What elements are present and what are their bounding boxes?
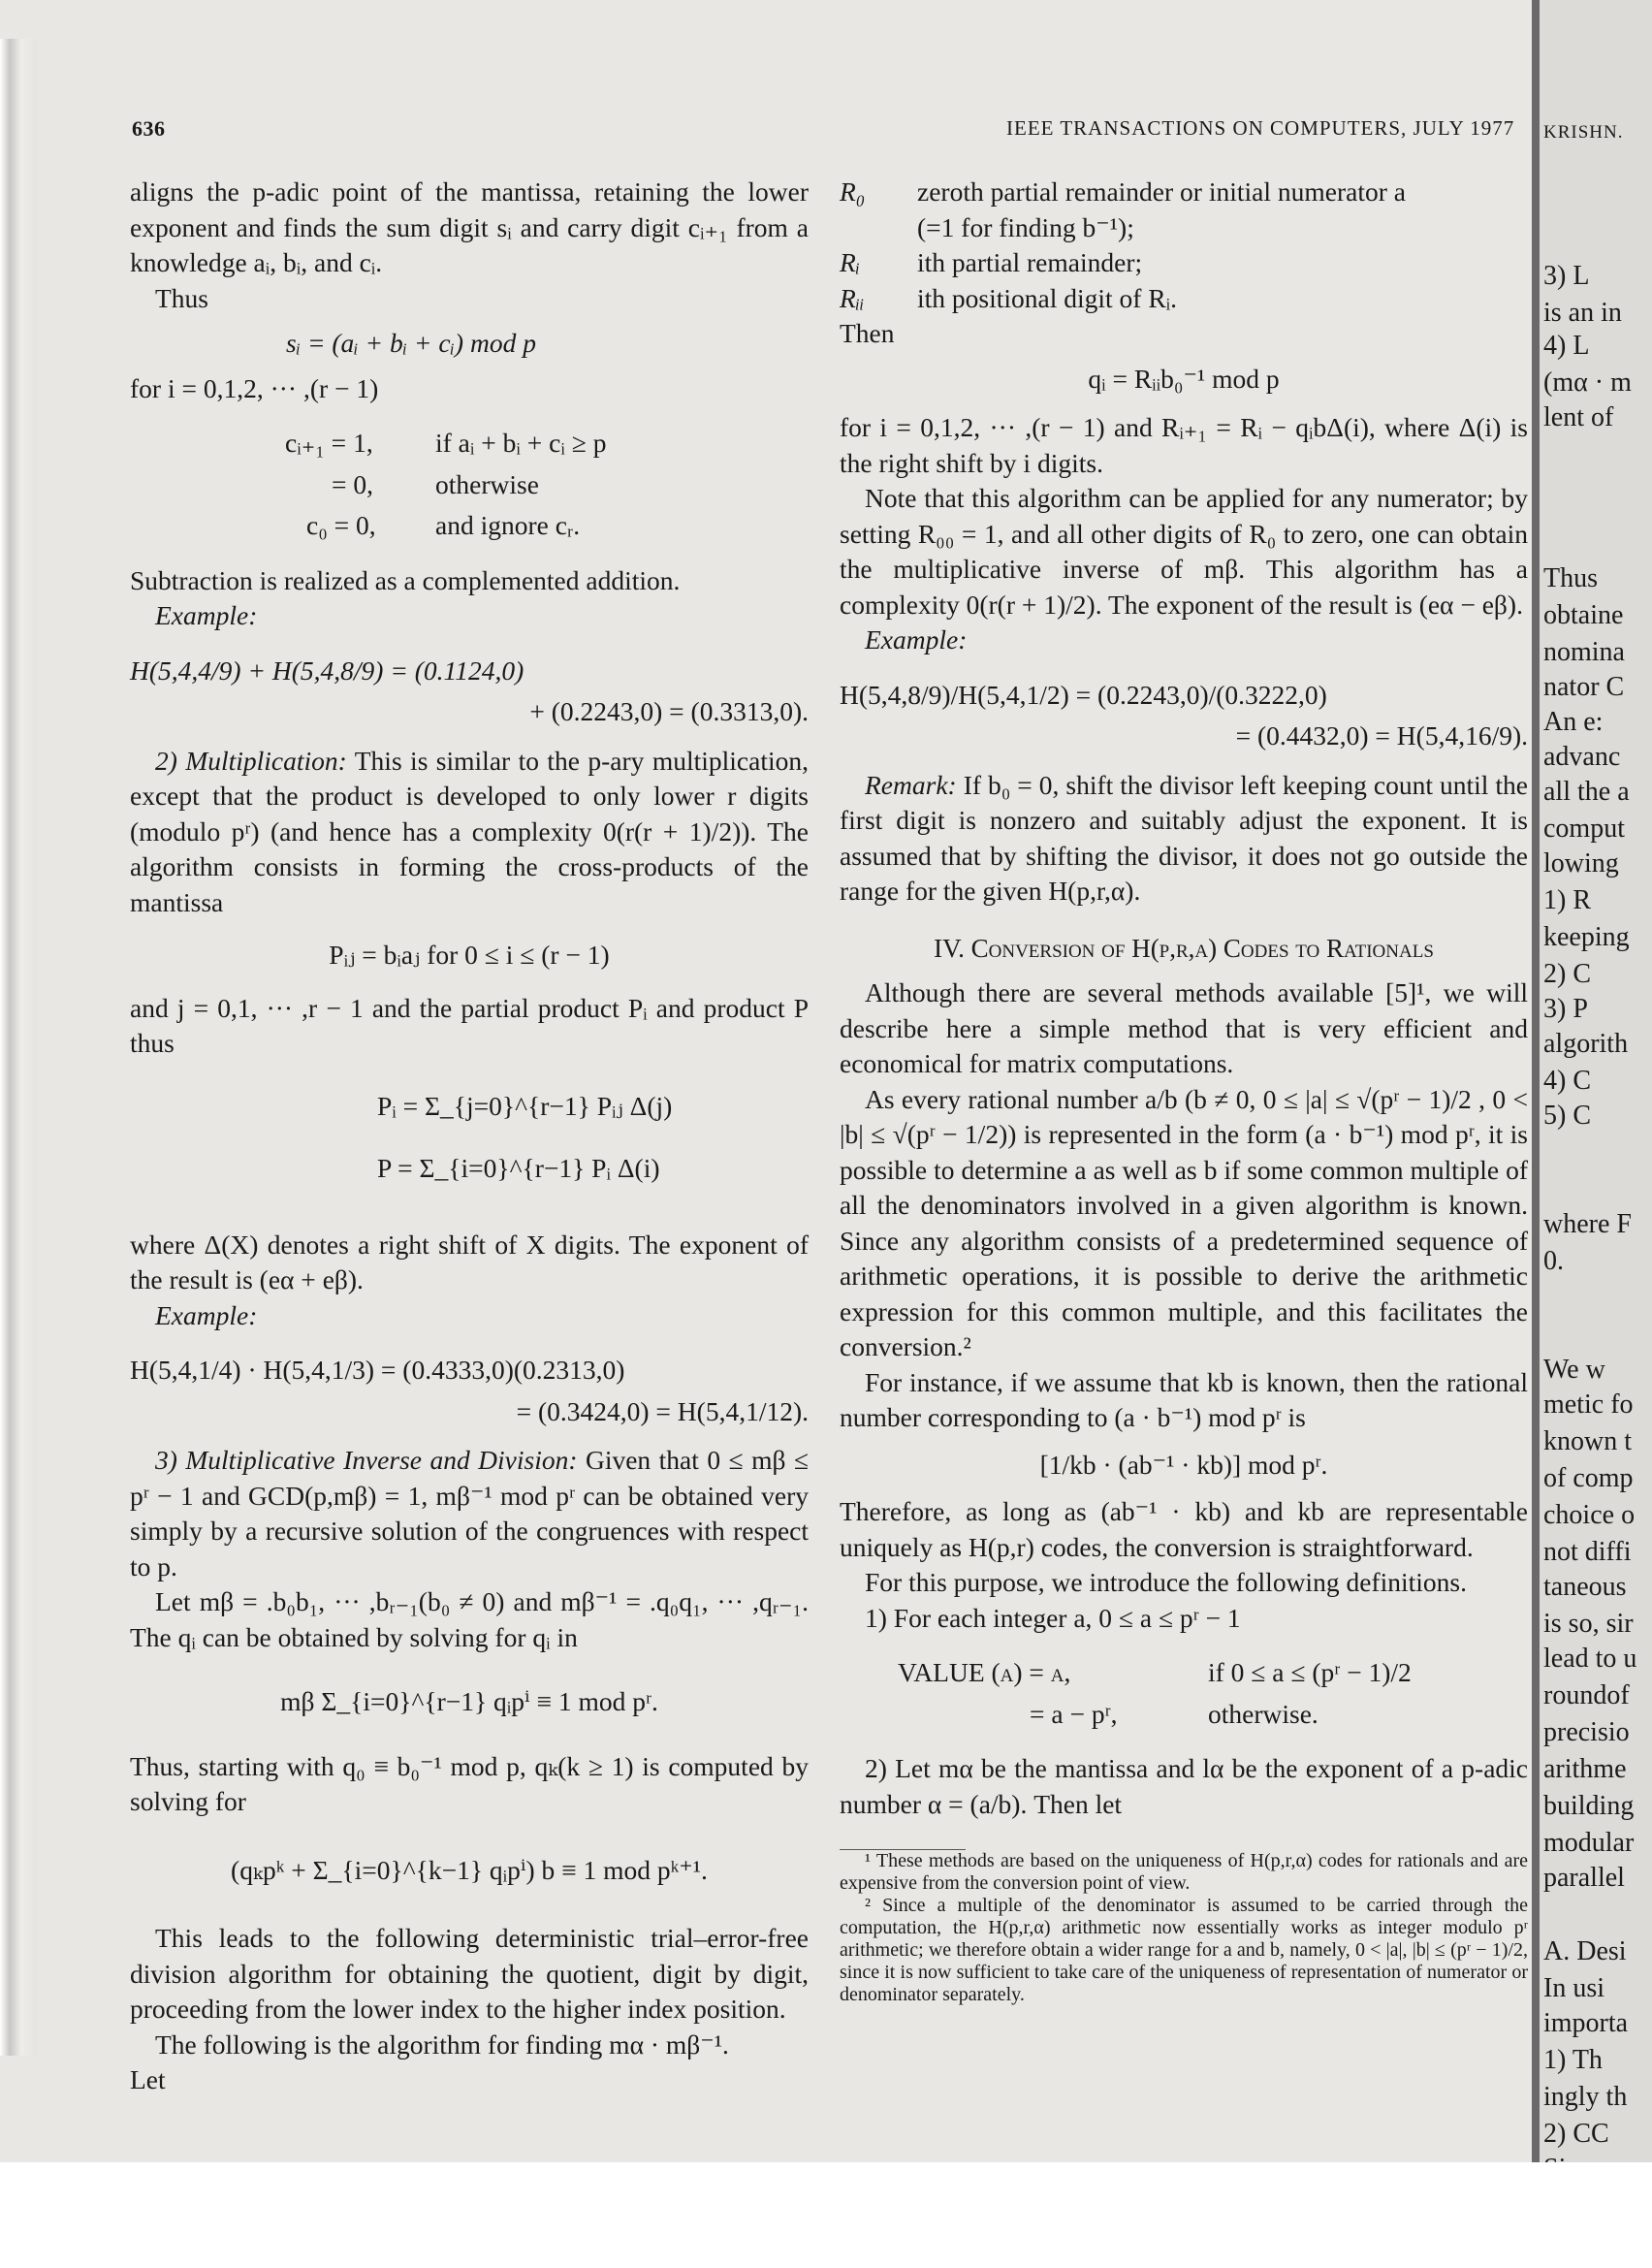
paragraph: Remark: If b₀ = 0, shift the divisor left keeping count until the first digit is nonzero and suitably adjust the exponent. It is assumed that by shifting the divisor, it does not go outside the range for the given H(p,r,α). <box>840 769 1529 906</box>
adjacent-page-fragment: keeping <box>1543 922 1630 952</box>
definition-row <box>840 175 1528 210</box>
paragraph: and j = 0,1, ··· ,r − 1 and the partial product Pᵢ and product P thus <box>130 992 809 1058</box>
footnote: ¹ These methods are based on the uniqueness of H(p,r,α) codes for rationals and are expensive from the conversion point of view. <box>840 1850 1528 1894</box>
example-equation: + (0.2243,0) = (0.3313,0). <box>529 696 809 726</box>
adjacent-page-fragment: Thus <box>1543 563 1598 593</box>
equation-rational: [1/kb · (ab⁻¹ · kb)] mod pʳ. <box>1039 1449 1328 1480</box>
paragraph: Therefore, as long as (ab⁻¹ · kb) and kb are representable uniquely as H(p,r) codes, the conversion is straightforward. <box>840 1496 1528 1562</box>
adjacent-page-fragment: importa <box>1543 2008 1629 2038</box>
paragraph: Let mβ = .b₀b₁, ··· ,bᵣ₋₁(b₀ ≠ 0) and mβ⁻¹ = .q₀q₁, ··· ,qᵣ₋₁. The qᵢ can be obtained by solving for qᵢ in <box>130 1586 809 1652</box>
adjacent-page-fragment: 2) CC <box>1543 2119 1609 2149</box>
definition-list <box>840 175 1528 316</box>
adjacent-page-fragment: known t <box>1543 1426 1632 1456</box>
adjacent-page-fragment: 3) L <box>1543 261 1590 291</box>
adjacent-page-fragment: 4) L <box>1543 331 1590 361</box>
adjacent-page-fragment: is an in <box>1543 298 1622 328</box>
equation-value: VALUE (a) = a, if 0 ≤ a ≤ (pʳ − 1)/2 <box>898 1657 1412 1687</box>
paragraph: The following is the algorithm for finding mα · mβ⁻¹. <box>155 2028 729 2060</box>
adjacent-page-fragment: advanc <box>1543 742 1621 772</box>
paragraph: Thus, starting with q₀ ≡ b₀⁻¹ mod p, qₖ(k ≥ 1) is computed by solving for <box>130 1750 809 1816</box>
equation-sum: sᵢ = (aᵢ + bᵢ + cᵢ) mod p <box>286 328 536 358</box>
definition-row <box>840 210 1528 246</box>
definition-text: zeroth partial remainder or initial numerator a <box>917 176 1406 207</box>
right-column <box>840 175 1528 2006</box>
equation-value: = a − pʳ, otherwise. <box>1030 1698 1318 1729</box>
adjacent-page-fragment: 0. <box>1543 1246 1564 1276</box>
example-equation: H(5,4,4/9) + H(5,4,8/9) = (0.1124,0) <box>130 655 524 686</box>
definition-symbol: Rᵢᵢ <box>840 282 865 313</box>
adjacent-page-fragment: 3) P <box>1543 994 1588 1024</box>
paragraph: 2) Let mα be the mantissa and lα be the exponent of a p-adic number α = (a/b). Then let <box>840 1753 1528 1819</box>
equation-congruence: mβ Σ_{i=0}^{r−1} qᵢpⁱ ≡ 1 mod pʳ. <box>280 1686 658 1716</box>
adjacent-page-fragment: choice o <box>1543 1500 1636 1530</box>
adjacent-page-fragment: nator C <box>1543 672 1625 702</box>
paragraph: Subtraction is realized as a complemented addition. <box>130 564 681 595</box>
definition-text: ith partial remainder; <box>917 247 1143 277</box>
paragraph: for i = 0,1,2, ··· ,(r − 1) and Rᵢ₊₁ = Rᵢ − qᵢbΔ(i), where Δ(i) is the right shift by i digits. <box>840 412 1528 478</box>
paragraph: Note that this algorithm can be applied for any numerator; by setting R₀₀ = 1, and all other digits of R₀ to zero, one can obtain the multiplicative inverse of mβ. This algorithm has a complexity 0(r(r + 1)/2). The exponent of the result is (eα − eβ). <box>840 483 1528 620</box>
adjacent-page-fragment: 2) C <box>1543 959 1591 989</box>
adjacent-page-fragment: KRISHN. <box>1543 122 1624 143</box>
blank-margin <box>0 2162 1644 2268</box>
definition-symbol: R₀ <box>840 176 866 207</box>
adjacent-page-fragment: parallel <box>1543 1863 1625 1893</box>
adjacent-page-fragment: A. Desi <box>1543 1936 1627 1966</box>
adjacent-page-fragment: 5) C <box>1543 1101 1591 1131</box>
adjacent-page-fragment: lowing <box>1543 848 1619 878</box>
adjacent-page-fragment: We w <box>1543 1355 1605 1385</box>
adjacent-page-fragment: where F <box>1543 1209 1632 1239</box>
section-heading: IV. Conversion of H(p,r,α) Codes to Rationals <box>934 933 1434 963</box>
adjacent-page-fragment: lent of <box>1543 402 1614 432</box>
definition-row <box>840 281 1528 317</box>
footnote: ² Since a multiple of the denominator is assumed to be carried through the computation, the H(p,r,α) arithmetic now essentially works as integer modulo pʳ arithmetic; we therefore obtain a wider range for a and b, namely, 0 < |a|, |b| ≤ (pʳ − 1)/2, since it is now sufficient to take care of the uniqueness of representation of numerator or denominator separately. <box>840 1895 1528 2005</box>
paragraph: This leads to the following deterministic trial–error-free division algorithm for obtaining the quotient, digit by digit, proceeding from the lower index to the higher index position. <box>130 1923 809 2024</box>
equation-pij: Pᵢⱼ = bᵢaⱼ for 0 ≤ i ≤ (r − 1) <box>329 940 610 970</box>
page-number: 636 <box>132 116 166 141</box>
adjacent-page-fragment: is so, sir <box>1543 1609 1634 1639</box>
adjacent-page-fragment: all the a <box>1543 777 1630 807</box>
paragraph: 2) Multiplication: This is similar to the p-ary multiplication, except that the product is developed to only lower r digits (modulo pʳ) (and hence has a complexity 0(r(r + 1)/2)). The algorithm consists in forming the cross-products of the mantissa <box>130 745 809 917</box>
paragraph: 3) Multiplicative Inverse and Division: Given that 0 ≤ mβ ≤ pʳ − 1 and GCD(p,mβ) = 1, mβ⁻¹ mod pʳ can be obtained very simply by a recursive solution of the congruences with respect to p. <box>130 1445 809 1581</box>
adjacent-page-fragment: (mα · m <box>1543 367 1632 398</box>
example-label: Example: <box>865 624 968 655</box>
definition-text: ith positional digit of Rᵢ. <box>917 282 1178 313</box>
adjacent-page-fragment: obtaine <box>1543 600 1624 630</box>
adjacent-page-fragment: In usi <box>1543 1973 1604 2003</box>
adjacent-page-text <box>1543 0 1644 2162</box>
adjacent-page-fragment: algorith <box>1543 1029 1629 1059</box>
adjacent-page-fragment: not diffi <box>1543 1537 1632 1567</box>
definition-symbol <box>840 210 898 246</box>
adjacent-page-fragment: 1) Th <box>1543 2045 1603 2075</box>
running-header: IEEE TRANSACTIONS ON COMPUTERS, JULY 1977 <box>1006 116 1515 140</box>
example-equation: H(5,4,8/9)/H(5,4,1/2) = (0.2243,0)/(0.3222,0) <box>840 679 1327 710</box>
adjacent-page-fragment: 4) C <box>1543 1066 1591 1096</box>
adjacent-page-fragment: modular <box>1543 1828 1635 1858</box>
definition-symbol: Rᵢ <box>840 247 861 277</box>
equation-p: P = Σ_{i=0}^{r−1} Pᵢ Δ(i) <box>377 1153 660 1183</box>
paragraph: for i = 0,1,2, ··· ,(r − 1) <box>130 372 379 403</box>
paragraph: For instance, if we assume that kb is known, then the rational number corresponding to (a · b⁻¹) mod pʳ is <box>840 1366 1528 1432</box>
equation-qi: qᵢ = Rᵢᵢb₀⁻¹ mod p <box>1088 363 1280 394</box>
example-equation: = (0.3424,0) = H(5,4,1/12). <box>516 1395 809 1426</box>
example-equation: H(5,4,1/4) · H(5,4,1/3) = (0.4333,0)(0.2313,0) <box>130 1355 625 1385</box>
adjacent-page-fragment: nomina <box>1543 637 1625 667</box>
adjacent-page-fragment: An e: <box>1543 707 1604 737</box>
paragraph: Thus <box>155 282 208 313</box>
adjacent-page-fragment: metic fo <box>1543 1390 1634 1420</box>
definition-text: (=1 for finding b⁻¹); <box>917 211 1134 242</box>
definition-row <box>840 245 1528 281</box>
adjacent-page-fragment: of comp <box>1543 1463 1634 1493</box>
example-label: Example: <box>155 600 258 630</box>
example-label: Example: <box>155 1299 258 1330</box>
adjacent-page-fragment: taneous <box>1543 1572 1627 1602</box>
adjacent-page-fragment: comput <box>1543 814 1625 844</box>
paragraph: For this purpose, we introduce the following definitions. <box>865 1567 1467 1597</box>
adjacent-page-fragment: 1) R <box>1543 885 1591 915</box>
adjacent-page-fragment: ingly th <box>1543 2082 1628 2112</box>
equation-carry: c₀ = 0, and ignore cᵣ. <box>306 510 581 540</box>
adjacent-page-fragment: lead to u <box>1543 1644 1637 1674</box>
paragraph: As every rational number a/b (b ≠ 0, 0 ≤ |a| ≤ √(pʳ − 1)/2 , 0 < |b| ≤ √(pʳ − 1/2)) is represented in the form (a · b⁻¹) mod pʳ, it is possible to determine a as well as b if some common multiple of all the denominators involved in a given algorithm is known. Since any algorithm consists of a predetermined sequence of arithmetic operations, it is possible to derive the arithmetic expression for this common multiple, and this facilitates the conversion.² <box>840 1083 1528 1361</box>
adjacent-page-fragment: building <box>1543 1791 1635 1821</box>
paragraph: Let <box>130 2064 166 2094</box>
left-column <box>130 175 809 2098</box>
adjacent-page-fragment: roundof <box>1543 1680 1630 1710</box>
paragraph: Then <box>840 318 895 348</box>
equation-pi: Pᵢ = Σ_{j=0}^{r−1} Pᵢⱼ Δ(j) <box>377 1090 673 1121</box>
equation-carry: = 0, otherwise <box>332 468 539 499</box>
paragraph: 1) For each integer a, 0 ≤ a ≤ pʳ − 1 <box>865 1602 1241 1633</box>
example-equation: = (0.4432,0) = H(5,4,16/9). <box>1235 720 1528 751</box>
paragraph: where Δ(X) denotes a right shift of X digits. The exponent of the result is (eα + eβ). <box>130 1229 809 1294</box>
adjacent-page-fragment: precisio <box>1543 1717 1630 1747</box>
paragraph: aligns the p-adic point of the mantissa, retaining the lower exponent and finds the sum digit sᵢ and carry digit cᵢ₊₁ from a knowledge aᵢ, bᵢ, and cᵢ. <box>130 176 809 277</box>
equation-carry: cᵢ₊₁ = 1, if aᵢ + bᵢ + cᵢ ≥ p <box>285 428 607 458</box>
paragraph: Although there are several methods available [5]¹, we will describe here a simple method that is very efficient and economical for matrix computations. <box>840 977 1528 1078</box>
equation-qk: (qₖpᵏ + Σ_{i=0}^{k−1} qᵢpⁱ) b ≡ 1 mod pᵏ⁺¹. <box>231 1854 708 1885</box>
adjacent-page-fragment: arithme <box>1543 1754 1627 1784</box>
